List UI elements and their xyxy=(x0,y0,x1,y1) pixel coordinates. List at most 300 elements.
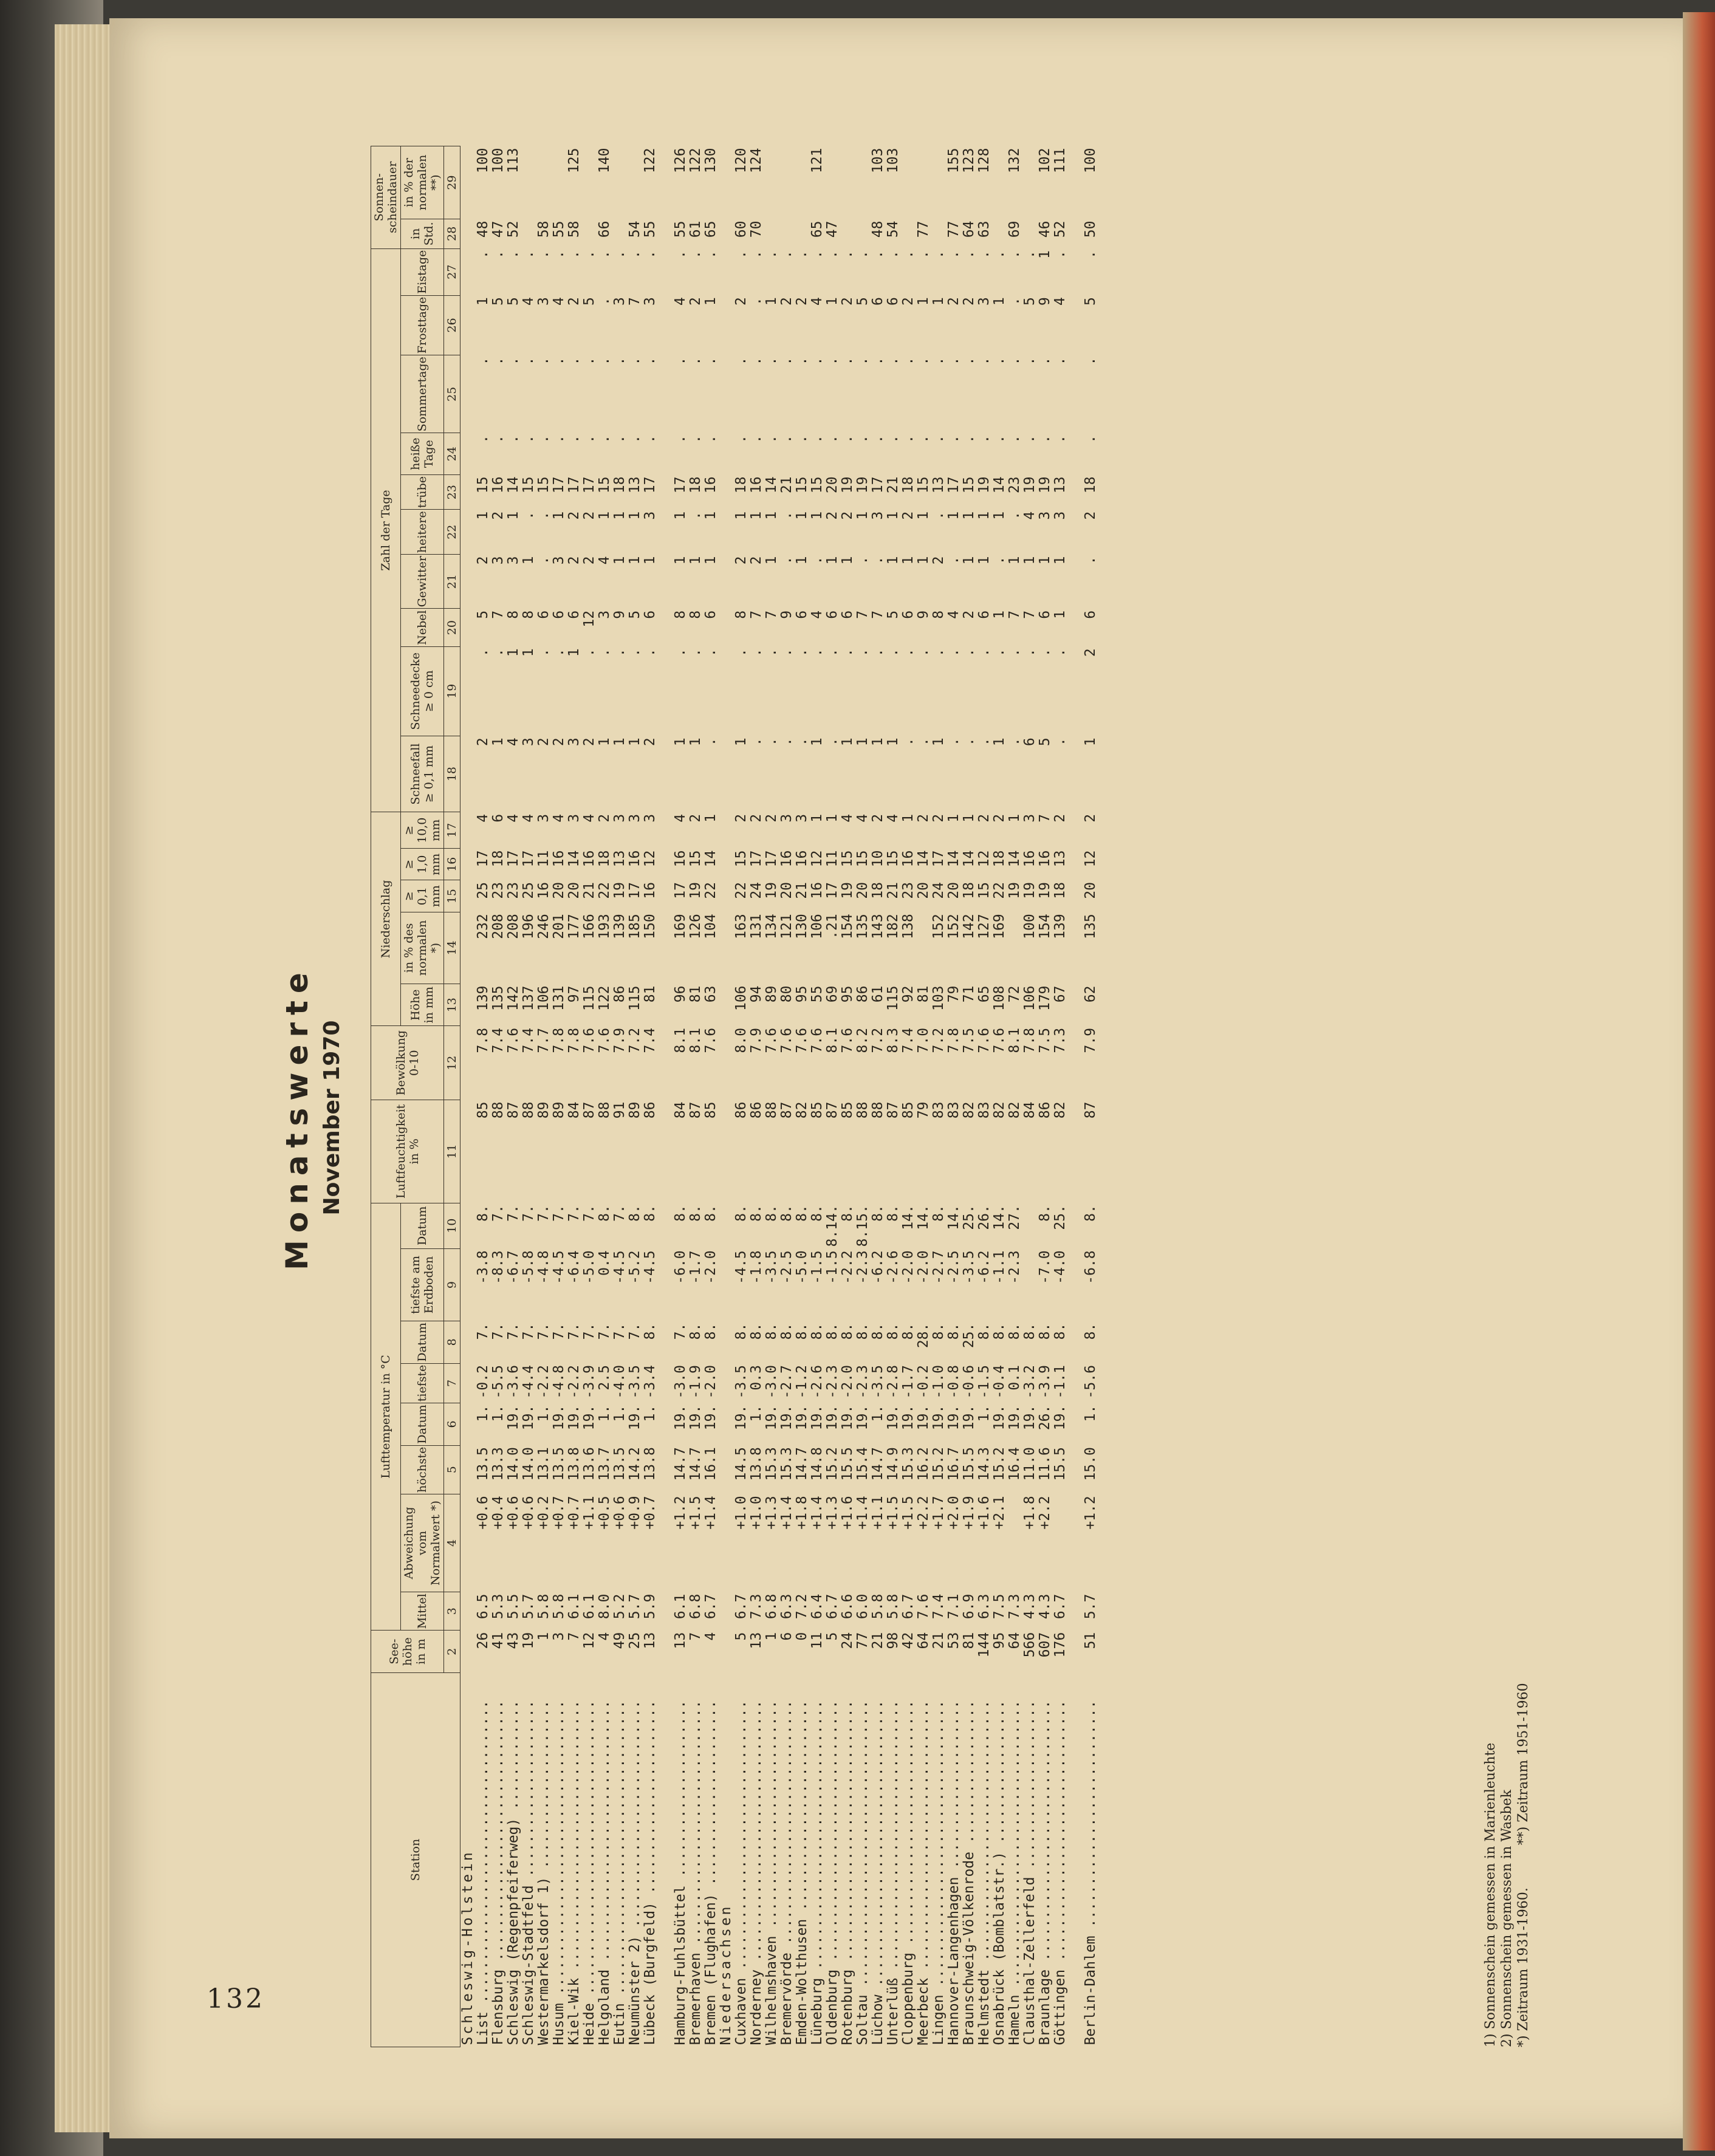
header-col-number: 18 xyxy=(444,736,460,812)
table-cell: . xyxy=(824,434,840,443)
table-cell: . xyxy=(824,357,840,366)
table-cell: 4 xyxy=(855,813,871,823)
table-cell: 21 xyxy=(885,881,901,899)
table-cell: 5.8 xyxy=(885,1593,901,1620)
table-cell: 2 xyxy=(794,297,810,306)
table-cell: 7.1 xyxy=(946,1593,962,1620)
table-cell: 19. xyxy=(673,1405,688,1431)
table-cell: . xyxy=(627,250,643,259)
table-cell: 4 xyxy=(475,813,491,823)
table-cell: 0 xyxy=(794,1632,810,1641)
table-cell: 17 xyxy=(581,476,597,494)
table-cell: 15.5 xyxy=(961,1447,977,1481)
table-cell: 8.14. xyxy=(824,1205,840,1247)
table-cell: 2 xyxy=(748,556,764,565)
table-cell: 19. xyxy=(551,1405,567,1431)
table-cell: 135 xyxy=(855,914,871,939)
table-cell xyxy=(992,146,1007,219)
table-cell: 14. xyxy=(991,1205,1007,1230)
table-cell: 1 xyxy=(976,511,992,520)
table-cell: 7 xyxy=(1007,610,1022,619)
table-cell: . xyxy=(870,250,886,259)
table-cell: 19. xyxy=(581,1405,597,1431)
table-cell: 1 xyxy=(885,556,901,565)
table-cell xyxy=(764,219,779,249)
table-cell: 1. xyxy=(1083,1405,1098,1422)
table-cell: 1 xyxy=(809,813,825,823)
table-row xyxy=(992,146,1007,2047)
table-cell: 16 xyxy=(809,881,825,899)
station-name: Unterlüß ................................ xyxy=(885,1700,901,2045)
table-cell: 185 xyxy=(627,914,643,939)
table-cell: 2 xyxy=(779,297,795,306)
table-cell: -2.3 xyxy=(1007,1250,1022,1284)
table-cell: . xyxy=(551,357,567,366)
table-cell: 15.2 xyxy=(824,1447,840,1481)
header-col-27: Eistage xyxy=(401,248,444,295)
table-cell: 6 xyxy=(1037,610,1053,619)
table-cell: -6.7 xyxy=(505,1250,521,1284)
table-cell: 14 xyxy=(703,850,719,868)
table-cell: 5.7 xyxy=(627,1593,643,1620)
table-cell: 8. xyxy=(642,1205,658,1222)
header-col-21: Gewitter xyxy=(401,555,444,609)
table-cell: 139 xyxy=(475,985,491,1011)
table-cell: 1 xyxy=(566,648,582,657)
table-cell: 24 xyxy=(748,881,764,899)
table-cell: 86 xyxy=(748,1101,764,1119)
table-cell: 10 xyxy=(870,850,886,868)
table-cell: . xyxy=(764,737,779,747)
table-cell: 100 xyxy=(1022,914,1038,939)
table-cell: . xyxy=(824,250,840,259)
table-cell: 7.3 xyxy=(1052,1027,1068,1053)
table-cell: 55 xyxy=(642,221,658,238)
table-cell: 7.5 xyxy=(1037,1027,1053,1053)
table-cell: +0.5 xyxy=(597,1496,612,1530)
table-cell: 7.6 xyxy=(764,1027,779,1053)
table-cell: -4.4 xyxy=(521,1365,536,1399)
table-cell: 15 xyxy=(733,850,749,868)
table-cell: . xyxy=(809,648,825,657)
table-cell: 7.2 xyxy=(870,1027,886,1053)
table-row xyxy=(795,146,810,2047)
table-cell: . xyxy=(764,357,779,366)
table-cell: . xyxy=(991,250,1007,259)
table-cell: 1 xyxy=(764,556,779,565)
footnote-2: 2) Sonnenschein gemessen in Wasbek xyxy=(1499,1790,1515,2047)
table-cell: 154 xyxy=(1037,914,1053,939)
table-cell: 19 xyxy=(840,476,855,494)
table-cell: -2.3 xyxy=(855,1365,871,1399)
table-cell: . xyxy=(748,297,764,306)
table-cell: +0.6 xyxy=(521,1496,536,1530)
table-cell: 131 xyxy=(551,985,567,1011)
table-cell: -1.7 xyxy=(688,1250,703,1284)
table-cell: 7.5 xyxy=(961,1027,977,1053)
table-cell: 28. xyxy=(916,1323,931,1349)
table-cell: . xyxy=(885,434,901,443)
table-cell: 3 xyxy=(490,556,506,565)
header-col-28: in Std. xyxy=(401,219,444,249)
table-cell: 9 xyxy=(612,610,628,619)
table-cell: 2 xyxy=(733,556,749,565)
table-cell: 1 xyxy=(627,556,643,565)
table-cell: 1. xyxy=(490,1405,506,1422)
table-cell: 2 xyxy=(916,813,931,823)
header-col-9: tiefste am Erdboden xyxy=(401,1248,444,1321)
table-cell: 19. xyxy=(840,1405,855,1431)
table-cell: 6.7 xyxy=(1052,1593,1068,1620)
table-cell: 7.0 xyxy=(916,1027,931,1053)
table-cell: . xyxy=(521,511,536,520)
table-cell: . xyxy=(1083,357,1098,366)
weather-table xyxy=(371,146,1098,2047)
table-cell: . xyxy=(794,648,810,657)
table-cell: 18 xyxy=(612,476,628,494)
table-cell: 14.3 xyxy=(976,1447,992,1481)
station-name: Braunschweig-Völkenrode ................. xyxy=(961,1700,977,2045)
table-cell: 6.9 xyxy=(961,1593,977,1620)
table-cell: 63 xyxy=(703,985,719,1003)
table-cell: -3.0 xyxy=(764,1365,779,1399)
table-cell: 81 xyxy=(961,1632,977,1649)
table-cell: 15 xyxy=(916,476,931,494)
table-cell: 1 xyxy=(475,297,491,306)
table-cell: . xyxy=(505,250,521,259)
table-cell: 7.6 xyxy=(976,1027,992,1053)
table-cell: 64 xyxy=(916,1632,931,1649)
table-cell: 13 xyxy=(612,850,628,868)
table-cell: 5.5 xyxy=(505,1593,521,1620)
table-cell: 8.1 xyxy=(688,1027,703,1053)
table-cell: . xyxy=(991,556,1007,565)
station-name: Berlin-Dahlem ........................... xyxy=(1083,1700,1098,2045)
table-cell: 7 xyxy=(490,610,506,619)
table-cell: 8. xyxy=(1007,1323,1022,1340)
table-cell: -1.5 xyxy=(976,1365,992,1399)
table-cell: 81 xyxy=(642,985,658,1003)
table-cell: 1 xyxy=(946,813,962,823)
table-cell: 19 xyxy=(1037,881,1053,899)
table-cell: 88 xyxy=(521,1101,536,1119)
table-cell: 2 xyxy=(581,737,597,747)
table-cell: 1 xyxy=(748,511,764,520)
table-cell: 77 xyxy=(855,1632,871,1649)
table-cell xyxy=(779,219,795,249)
table-cell: 8. xyxy=(900,1323,916,1340)
header-col-number: 17 xyxy=(444,812,460,849)
table-cell: 1 xyxy=(824,813,840,823)
table-cell: 7.8 xyxy=(475,1027,491,1053)
table-cell: 52 xyxy=(1052,221,1068,238)
table-cell: . xyxy=(733,357,749,366)
table-cell: 1 xyxy=(1007,556,1022,565)
table-cell: 121 xyxy=(779,914,795,939)
table-cell: 7.2 xyxy=(931,1027,947,1053)
table-cell: . xyxy=(916,648,931,657)
table-cell: . xyxy=(1052,250,1068,259)
table-cell: 8. xyxy=(733,1323,749,1340)
table-cell: 18 xyxy=(597,850,612,868)
table-cell: +1.4 xyxy=(703,1496,719,1530)
table-cell: 83 xyxy=(976,1101,992,1119)
table-cell: 19 xyxy=(1037,476,1053,494)
table-cell: 6 xyxy=(779,1632,795,1641)
table-cell: 7. xyxy=(566,1205,582,1222)
table-cell: . xyxy=(566,357,582,366)
table-cell: 8. xyxy=(855,1323,871,1340)
table-cell: 2 xyxy=(840,511,855,520)
table-cell: -3.5 xyxy=(764,1250,779,1284)
table-cell: 8. xyxy=(946,1323,962,1340)
header-lufttemperatur: Lufttemperatur in °C xyxy=(371,1203,401,1631)
header-col-26: Frosttage xyxy=(401,295,444,355)
table-cell: 3 xyxy=(551,556,567,565)
table-cell xyxy=(521,219,536,249)
table-cell: 88 xyxy=(764,1101,779,1119)
table-cell: 18 xyxy=(1083,476,1098,494)
table-cell: 6.1 xyxy=(581,1593,597,1620)
table-cell: 2 xyxy=(581,556,597,565)
table-cell: 6 xyxy=(976,610,992,619)
table-cell: . xyxy=(612,434,628,443)
table-cell: 86 xyxy=(642,1101,658,1119)
table-cell: 115 xyxy=(885,985,901,1011)
table-cell: 2 xyxy=(1083,648,1098,657)
table-cell: . xyxy=(855,357,871,366)
table-cell: +1.4 xyxy=(809,1496,825,1530)
table-cell: -8.3 xyxy=(490,1250,506,1284)
header-col-number: 10 xyxy=(444,1203,460,1248)
table-cell: 2 xyxy=(1083,813,1098,823)
table-cell: -1.8 xyxy=(748,1250,764,1284)
table-cell: -2.3 xyxy=(855,1250,871,1284)
table-cell: 8. xyxy=(885,1323,901,1340)
table-cell: 1. xyxy=(612,1405,628,1422)
table-cell: 95 xyxy=(991,1632,1007,1649)
table-cell: . xyxy=(703,357,719,366)
table-cell: -4.8 xyxy=(536,1250,552,1284)
table-cell: 6.3 xyxy=(976,1593,992,1620)
table-body xyxy=(460,146,1099,2047)
table-cell: 14.5 xyxy=(733,1447,749,1481)
table-cell: 1 xyxy=(627,737,643,747)
table-cell: . xyxy=(1007,357,1022,366)
table-cell: 58 xyxy=(536,221,552,238)
table-cell: 25. xyxy=(961,1205,977,1230)
table-cell: 100 xyxy=(1083,148,1098,174)
header-station: Station xyxy=(371,1673,460,2047)
table-cell: 13.8 xyxy=(748,1447,764,1481)
table-cell: 19. xyxy=(794,1405,810,1431)
table-cell: 3 xyxy=(551,1632,567,1641)
table-cell: 7.4 xyxy=(900,1027,916,1053)
table-cell: 95 xyxy=(840,985,855,1003)
table-cell: . xyxy=(597,297,612,306)
table-cell: . xyxy=(1007,511,1022,520)
table-cell: 1 xyxy=(976,556,992,565)
table-cell: +0.6 xyxy=(505,1496,521,1530)
table-cell: 7. xyxy=(566,1323,582,1340)
table-cell: 17 xyxy=(748,850,764,868)
table-cell: 43 xyxy=(505,1632,521,1649)
table-cell: 15 xyxy=(688,850,703,868)
table-cell: 126 xyxy=(673,148,688,174)
table-cell: 4 xyxy=(597,1632,612,1641)
page-title: Monatswerte xyxy=(279,965,315,1270)
table-cell: 5.2 xyxy=(612,1593,628,1620)
table-row xyxy=(886,146,901,2047)
table-cell: 7. xyxy=(551,1323,567,1340)
table-cell: 122 xyxy=(688,148,703,174)
table-cell: 208 xyxy=(505,914,521,939)
table-cell: 82 xyxy=(961,1101,977,1119)
table-cell: 20 xyxy=(916,881,931,899)
table-cell: 92 xyxy=(900,985,916,1003)
table-cell: 6 xyxy=(824,610,840,619)
table-cell: +1.3 xyxy=(764,1496,779,1530)
table-cell: . xyxy=(673,434,688,443)
table-cell: 8. xyxy=(627,1205,643,1222)
table-cell: 19. xyxy=(1007,1405,1022,1431)
footnote-1: 1) Sonnenschein gemessen in Marienleuchte xyxy=(1483,1742,1498,2047)
table-cell: 7.3 xyxy=(1007,1593,1022,1620)
table-cell: 7. xyxy=(673,1323,688,1340)
table-cell: +1.7 xyxy=(931,1496,947,1530)
table-cell: 2 xyxy=(840,297,855,306)
table-cell: . xyxy=(916,737,931,747)
table-cell: 1 xyxy=(764,297,779,306)
header-col-number: 29 xyxy=(444,146,460,219)
table-cell: 1 xyxy=(536,1632,552,1641)
table-cell: 16 xyxy=(490,476,506,494)
table-cell: 122 xyxy=(642,148,658,174)
table-cell: 103 xyxy=(931,985,947,1011)
table-cell: 98 xyxy=(885,1632,901,1649)
table-cell: 6 xyxy=(536,610,552,619)
table-cell: 85 xyxy=(840,1101,855,1119)
table-cell: 7.6 xyxy=(597,1027,612,1053)
table-cell: 1 xyxy=(688,556,703,565)
header-col-number: 24 xyxy=(444,433,460,475)
table-cell: 82 xyxy=(794,1101,810,1119)
table-cell: 16 xyxy=(673,850,688,868)
table-cell: 16 xyxy=(1037,850,1053,868)
table-cell: 15.5 xyxy=(840,1447,855,1481)
table-cell: 95 xyxy=(794,985,810,1003)
header-niederschlag: Niederschlag xyxy=(371,812,401,1026)
station-name: Bremerhaven ............................. xyxy=(688,1700,703,2045)
table-cell: . xyxy=(779,648,795,657)
table-cell: 62 xyxy=(1083,985,1098,1003)
table-cell: . xyxy=(855,648,871,657)
table-cell: 7.8 xyxy=(1022,1027,1038,1053)
table-row xyxy=(521,146,536,2047)
table-cell: . xyxy=(779,511,795,520)
table-cell: 142 xyxy=(505,985,521,1011)
table-cell: 106 xyxy=(1022,985,1038,1011)
table-cell: -6.4 xyxy=(566,1250,582,1284)
table-cell: 7. xyxy=(490,1323,506,1340)
table-cell: 80 xyxy=(779,985,795,1003)
table-cell: 88 xyxy=(490,1101,506,1119)
header-col-number: 25 xyxy=(444,355,460,433)
table-cell: 23 xyxy=(900,881,916,899)
table-cell: 86 xyxy=(855,985,871,1003)
table-cell: . xyxy=(642,250,658,259)
table-cell: 7. xyxy=(536,1205,552,1222)
table-cell: 5 xyxy=(733,1632,749,1641)
table-cell: 85 xyxy=(703,1101,719,1119)
table-cell: 72 xyxy=(1007,985,1022,1003)
table-cell: 4 xyxy=(505,813,521,823)
table-cell xyxy=(1022,1203,1038,1248)
table-cell: . xyxy=(536,511,552,520)
table-cell: 7. xyxy=(612,1323,628,1340)
table-cell: 21 xyxy=(870,1632,886,1649)
table-cell: . xyxy=(961,648,977,657)
table-cell: 1 xyxy=(764,1632,779,1641)
header-col-number: 2 xyxy=(444,1631,460,1673)
table-cell: 18 xyxy=(1052,881,1068,899)
table-cell: . xyxy=(505,434,521,443)
table-cell: 7. xyxy=(521,1323,536,1340)
table-cell: 8. xyxy=(779,1323,795,1340)
table-cell: 14.9 xyxy=(885,1447,901,1481)
table-cell: 3 xyxy=(612,813,628,823)
table-cell: 4 xyxy=(505,737,521,747)
table-cell: +2.1 xyxy=(991,1496,1007,1530)
table-cell: 19 xyxy=(764,881,779,899)
table-cell: +1.4 xyxy=(779,1496,795,1530)
table-cell: 13.6 xyxy=(581,1447,597,1481)
header-col-4: Abweichung vom Normalwert *) xyxy=(401,1494,444,1592)
table-cell: -2.6 xyxy=(885,1250,901,1284)
table-cell: 55 xyxy=(551,221,567,238)
header-col-number: 13 xyxy=(444,984,460,1025)
table-cell: . xyxy=(809,250,825,259)
table-cell: 4 xyxy=(551,813,567,823)
table-cell: . xyxy=(900,434,916,443)
table-cell: . xyxy=(794,357,810,366)
table-cell: 1 xyxy=(885,737,901,747)
table-cell: 19 xyxy=(840,881,855,899)
table-row xyxy=(703,146,719,2047)
table-cell: . xyxy=(931,357,947,366)
table-cell: 49 xyxy=(612,1632,628,1649)
table-cell: . xyxy=(1022,648,1038,657)
table-cell: 58 xyxy=(566,221,582,238)
table-cell: 14.8 xyxy=(809,1447,825,1481)
table-cell: . xyxy=(779,250,795,259)
table-cell: -2.5 xyxy=(946,1250,962,1284)
table-cell: 67 xyxy=(1052,985,1068,1003)
table-cell: . xyxy=(688,434,703,443)
table-cell: 166 xyxy=(581,914,597,939)
table-cell: 2 xyxy=(566,511,582,520)
table-cell: 7.6 xyxy=(581,1027,597,1053)
table-cell: 88 xyxy=(855,1101,871,1119)
table-cell: 15.3 xyxy=(779,1447,795,1481)
table-cell: 5 xyxy=(1083,297,1098,306)
table-cell: 6.1 xyxy=(566,1593,582,1620)
table-cell: 53 xyxy=(946,1632,962,1649)
table-cell: -5.8 xyxy=(521,1250,536,1284)
table-row xyxy=(1022,146,1038,2047)
table-cell: -1.1 xyxy=(991,1250,1007,1284)
table-cell: 8. xyxy=(1083,1205,1098,1222)
